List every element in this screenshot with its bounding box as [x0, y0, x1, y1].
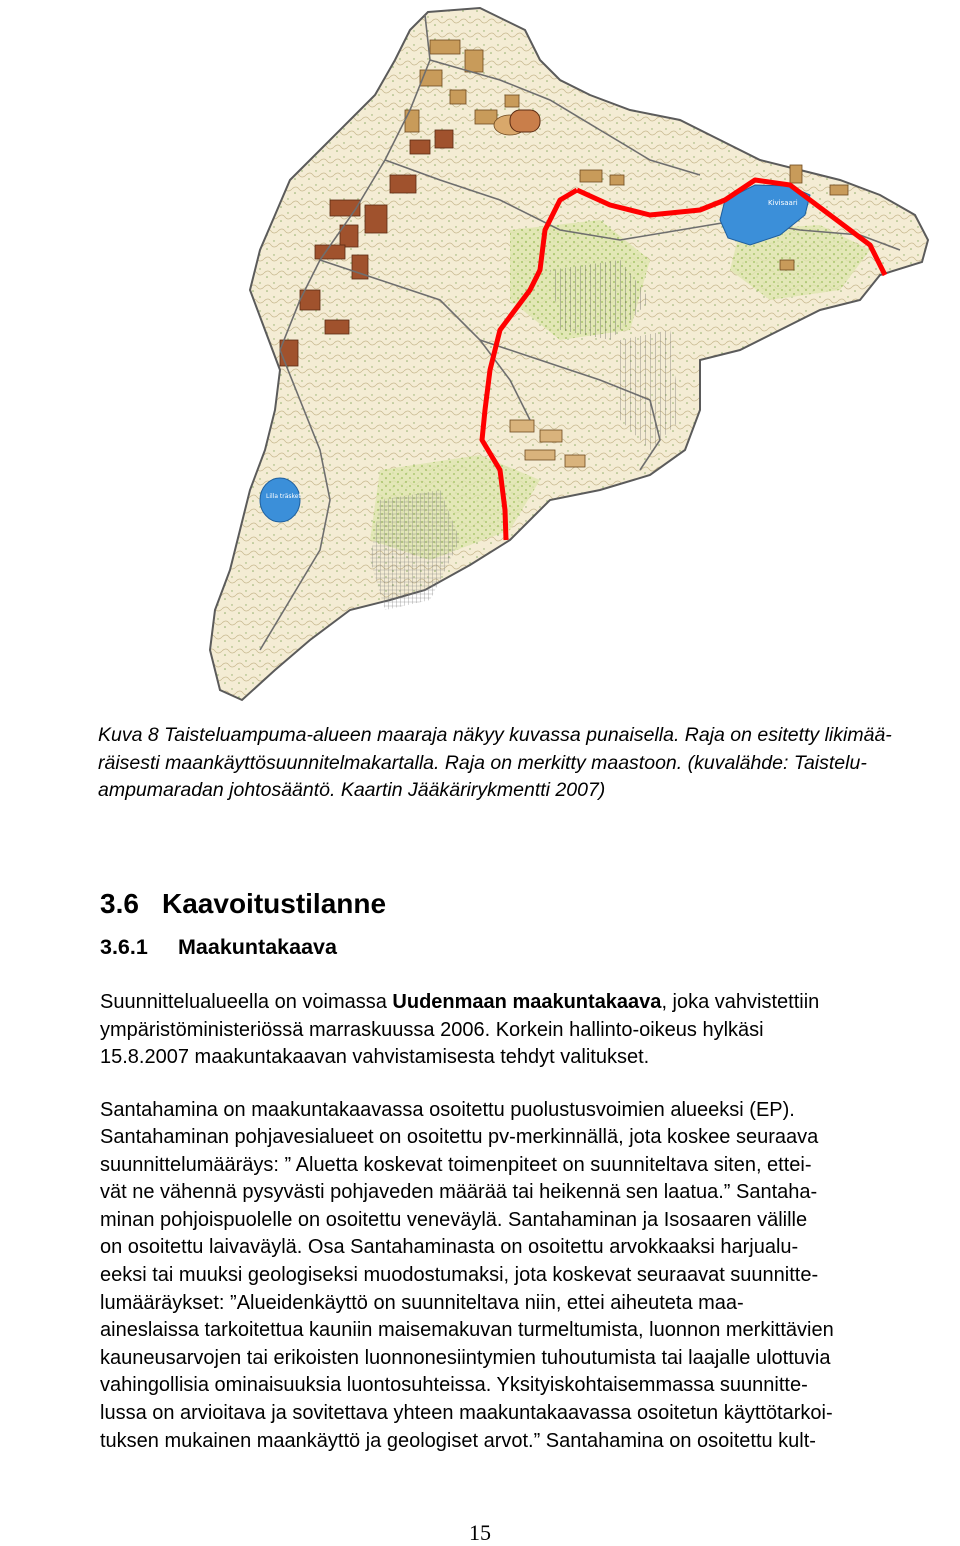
paragraph-line: eeksi tai muuksi geologiseksi muodostumaksi, jota koskevat seuraavat suunnitte- — [100, 1263, 819, 1286]
caption-line: Kuva 8 Taisteluampuma-alueen maaraja näkyy kuvassa punaisella. Raja on esitetty likimää- — [98, 724, 892, 746]
lake-west-label: Lilla träsket — [266, 493, 301, 500]
subsection-number: 3.6.1 — [100, 935, 148, 959]
section-title: Kaavoitustilanne — [162, 888, 387, 919]
text-run: Suunnittelualueella on voimassa — [100, 991, 393, 1013]
santahamina-land-use-map — [180, 0, 940, 715]
paragraph-line: Santahamina on maakuntakaavassa osoitettu puolustusvoimien alueeksi (EP). — [100, 1099, 795, 1121]
paragraph-line: kauneusarvojen tai erikoisten luonnonesiintymien tuhoutumista tai laajalle ulottuvia — [100, 1346, 831, 1369]
paragraph-line: vahingollisia ominaisuuksia luontosuhteissa. Yksityiskohtaisemmassa suunnitte- — [100, 1374, 808, 1397]
paragraph-maakuntakaava — [100, 989, 940, 1072]
page-number: 15 — [469, 1520, 491, 1545]
paragraph-line: 15.8.2007 maakuntakaavan vahvistamisesta tehdyt valitukset. — [100, 1046, 650, 1069]
paragraph-line: suunnittelumääräys: ” Aluetta koskevat toimenpiteet on suunniteltava siten, ettei- — [100, 1153, 812, 1176]
paragraph-line: on osoitettu laivaväylä. Osa Santahaminasta on osoitettu arvokkaaksi harjualu- — [100, 1236, 799, 1259]
caption-line: ampumaradan johtosääntö. Kaartin Jääkärirykmentti 2007) — [98, 779, 606, 801]
paragraph-line: ympäristöministeriössä marraskuussa 2006. Korkein hallinto-oikeus hylkäsi — [100, 1018, 764, 1041]
paragraph-line: lussa on arvioitava ja sovitettava yhteen maakuntakaavassa osoitetun käyttötarkoi- — [100, 1401, 833, 1424]
paragraph-ep-designation — [100, 1097, 940, 1125]
paragraph-groundwater-regulations — [100, 1124, 940, 1455]
hatched-zone-south — [370, 490, 460, 610]
section-heading — [100, 888, 386, 920]
section-number: 3.6 — [100, 888, 139, 919]
lake-east-label: Kivisaari — [768, 199, 798, 207]
paragraph-line: aineslaissa tarkoitettua kauniin maisemakuvan turmeltumista, luonnon merkittävien — [100, 1319, 834, 1342]
figure-caption — [98, 722, 918, 805]
subsection-title: Maakuntakaava — [178, 935, 337, 959]
lake-west — [260, 478, 300, 522]
bold-term: Uudenmaan maakuntakaava — [392, 991, 662, 1013]
paragraph-line: minan pohjoispuolelle on osoitettu veneväylä. Santahaminan ja Isosaaren välille — [100, 1208, 808, 1231]
sports-field — [510, 110, 540, 132]
paragraph-line — [100, 989, 940, 1017]
subsection-heading — [100, 935, 337, 960]
text-run: , joka vahvistettiin — [661, 991, 820, 1013]
paragraph-line: tuksen mukainen maankäyttö ja geologiset arvot.” Santahamina on osoitettu kult- — [100, 1429, 816, 1452]
caption-line: räisesti maankäyttösuunnitelmakartalla. Raja on merkitty maastoon. (kuvalähde: Taistelu- — [98, 751, 867, 774]
paragraph-line: Santahaminan pohjavesialueet on osoitettu pv-merkinnällä, jota koskee seuraava — [100, 1126, 819, 1148]
paragraph-line: vät ne vähennä pysyvästi pohjaveden määrää tai heikennä sen laatua.” Santaha- — [100, 1181, 818, 1204]
paragraph-line: lumääräykset: ”Alueidenkäyttö on suunniteltava niin, ettei aiheuteta maa- — [100, 1291, 744, 1314]
map-figure — [180, 0, 940, 715]
